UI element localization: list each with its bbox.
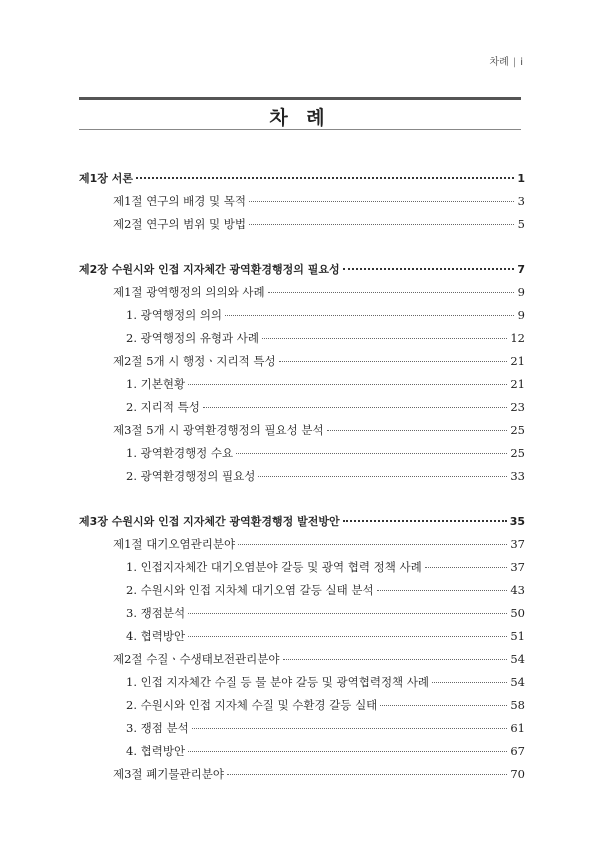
- toc-leader-dots: [262, 338, 507, 339]
- toc-page-number: 70: [510, 767, 525, 781]
- toc-leader-dots: [279, 361, 508, 362]
- toc-entry-label: 1. 인접 지자체간 수질 등 물 분야 갈등 및 광역협력정책 사례: [126, 675, 430, 689]
- title-top-rule: [79, 97, 521, 100]
- toc-subsection-entry[interactable]: [79, 605, 525, 628]
- toc-page-number: 9: [517, 308, 525, 322]
- toc-leader-dots: [227, 774, 507, 775]
- toc-subsection-entry[interactable]: [79, 697, 525, 720]
- toc-page-number: 43: [510, 583, 525, 597]
- toc-page-number: 5: [517, 217, 525, 231]
- toc-page-number: 23: [510, 400, 525, 414]
- toc-chapter-entry[interactable]: [79, 261, 525, 284]
- toc-entry-label: 1. 광역환경행정 수요: [126, 446, 234, 460]
- toc-entry-label: 2. 광역환경행정의 필요성: [126, 469, 256, 483]
- toc-page-number: 50: [510, 606, 525, 620]
- toc-entry-label: 2. 지리적 특성: [126, 400, 200, 414]
- toc-page-number: 67: [510, 744, 525, 758]
- toc-leader-dots: [377, 590, 508, 591]
- toc-subsection-entry[interactable]: [79, 743, 525, 766]
- header-divider: |: [512, 57, 517, 68]
- toc-page-number: 54: [510, 675, 525, 689]
- toc-page-number: 3: [517, 194, 525, 208]
- toc-entry-label: 제3절 폐기물관리분야: [113, 767, 224, 781]
- toc-leader-dots: [343, 268, 514, 270]
- toc-page-number: 58: [510, 698, 525, 712]
- toc-leader-dots: [136, 177, 514, 179]
- toc-subsection-entry[interactable]: [79, 582, 525, 605]
- table-of-contents: [79, 170, 525, 789]
- toc-leader-dots: [188, 613, 507, 614]
- toc-page-number: 33: [510, 469, 525, 483]
- toc-section-entry[interactable]: [79, 422, 525, 445]
- toc-entry-label: 2. 광역행정의 유형과 사례: [126, 331, 260, 345]
- toc-entry-label: 1. 광역행정의 의의: [126, 308, 223, 322]
- toc-leader-dots: [425, 567, 508, 568]
- toc-section-entry[interactable]: [79, 536, 525, 559]
- toc-page-number: 1: [517, 172, 525, 185]
- toc-leader-dots: [432, 682, 507, 683]
- toc-page-number: 7: [517, 263, 525, 276]
- toc-section-entry[interactable]: [79, 216, 525, 239]
- toc-leader-dots: [188, 751, 507, 752]
- toc-subsection-entry[interactable]: [79, 674, 525, 697]
- toc-leader-dots: [225, 315, 514, 316]
- toc-subsection-entry[interactable]: [79, 445, 525, 468]
- toc-subsection-entry[interactable]: [79, 399, 525, 422]
- toc-leader-dots: [188, 384, 507, 385]
- toc-subsection-entry[interactable]: [79, 628, 525, 651]
- toc-leader-dots: [238, 544, 507, 545]
- toc-leader-dots: [327, 430, 508, 431]
- toc-subsection-entry[interactable]: [79, 307, 525, 330]
- toc-subsection-entry[interactable]: [79, 330, 525, 353]
- toc-page-number: 51: [510, 629, 525, 643]
- toc-entry-label: 제2절 연구의 범위 및 방법: [113, 217, 247, 231]
- toc-entry-label: 4. 협력방안: [126, 629, 186, 643]
- toc-section-entry[interactable]: [79, 193, 525, 216]
- toc-entry-label: 3. 쟁점분석: [126, 606, 186, 620]
- toc-entry-label: 1. 인접지자체간 대기오염분야 갈등 및 광역 협력 정책 사례: [126, 560, 422, 574]
- toc-page-number: 35: [509, 515, 525, 528]
- toc-page-number: 12: [510, 331, 525, 345]
- toc-entry-label: 2. 수원시와 인접 지자체 수질 및 수환경 갈등 실태: [126, 698, 378, 712]
- toc-entry-label: 제1절 광역행정의 의의와 사례: [113, 285, 265, 299]
- toc-leader-dots: [188, 636, 507, 637]
- toc-leader-dots: [236, 453, 507, 454]
- toc-entry-label: 제1절 대기오염관리분야: [113, 537, 236, 551]
- toc-entry-label: 제3장 수원시와 인접 지자체간 광역환경행정 발전방안: [79, 515, 340, 528]
- toc-entry-label: 1. 기본현황: [126, 377, 186, 391]
- toc-leader-dots: [192, 728, 508, 729]
- toc-section-entry[interactable]: [79, 651, 525, 674]
- toc-leader-dots: [343, 520, 507, 522]
- toc-page-number: 21: [510, 354, 525, 368]
- toc-entry-label: 제2절 수질ㆍ수생태보전관리분야: [113, 652, 280, 666]
- toc-entry-label: 제1장 서론: [79, 172, 133, 185]
- toc-subsection-entry[interactable]: [79, 376, 525, 399]
- toc-page-number: 9: [517, 285, 525, 299]
- running-header: [490, 53, 523, 68]
- toc-subsection-entry[interactable]: [79, 720, 525, 743]
- toc-chapter-entry[interactable]: [79, 170, 525, 193]
- toc-subsection-entry[interactable]: [79, 468, 525, 491]
- toc-leader-dots: [258, 476, 507, 477]
- toc-spacer: [79, 239, 525, 261]
- header-page-number: i: [520, 57, 523, 68]
- toc-spacer: [79, 491, 525, 513]
- toc-page-number: 21: [510, 377, 525, 391]
- toc-page-number: 25: [510, 423, 525, 437]
- page-title: 차 례: [269, 107, 331, 129]
- toc-section-entry[interactable]: [79, 284, 525, 307]
- toc-page-number: 37: [510, 537, 525, 551]
- toc-page-number: 25: [510, 446, 525, 460]
- toc-leader-dots: [268, 292, 514, 293]
- toc-entry-label: 4. 협력방안: [126, 744, 186, 758]
- toc-page-number: 61: [510, 721, 525, 735]
- toc-entry-label: 제2절 5개 시 행정ㆍ지리적 특성: [113, 354, 276, 368]
- toc-leader-dots: [203, 407, 508, 408]
- toc-entry-label: 3. 쟁점 분석: [126, 721, 189, 735]
- toc-page-number: 54: [510, 652, 525, 666]
- toc-subsection-entry[interactable]: [79, 559, 525, 582]
- toc-entry-label: 제2장 수원시와 인접 지자체간 광역환경행정의 필요성: [79, 263, 340, 276]
- toc-entry-label: 2. 수원시와 인접 지차체 대기오염 갈등 실태 분석: [126, 583, 374, 597]
- toc-chapter-entry[interactable]: [79, 513, 525, 536]
- toc-section-entry[interactable]: [79, 766, 525, 789]
- toc-leader-dots: [249, 201, 514, 202]
- toc-entry-label: 제3절 5개 시 광역환경행정의 필요성 분석: [113, 423, 324, 437]
- toc-leader-dots: [380, 705, 507, 706]
- toc-leader-dots: [283, 659, 508, 660]
- header-section: 차례: [489, 57, 509, 68]
- title-bottom-rule: [79, 129, 521, 130]
- toc-leader-dots: [249, 224, 514, 225]
- toc-page-number: 37: [510, 560, 525, 574]
- toc-section-entry[interactable]: [79, 353, 525, 376]
- toc-entry-label: 제1절 연구의 배경 및 목적: [113, 194, 247, 208]
